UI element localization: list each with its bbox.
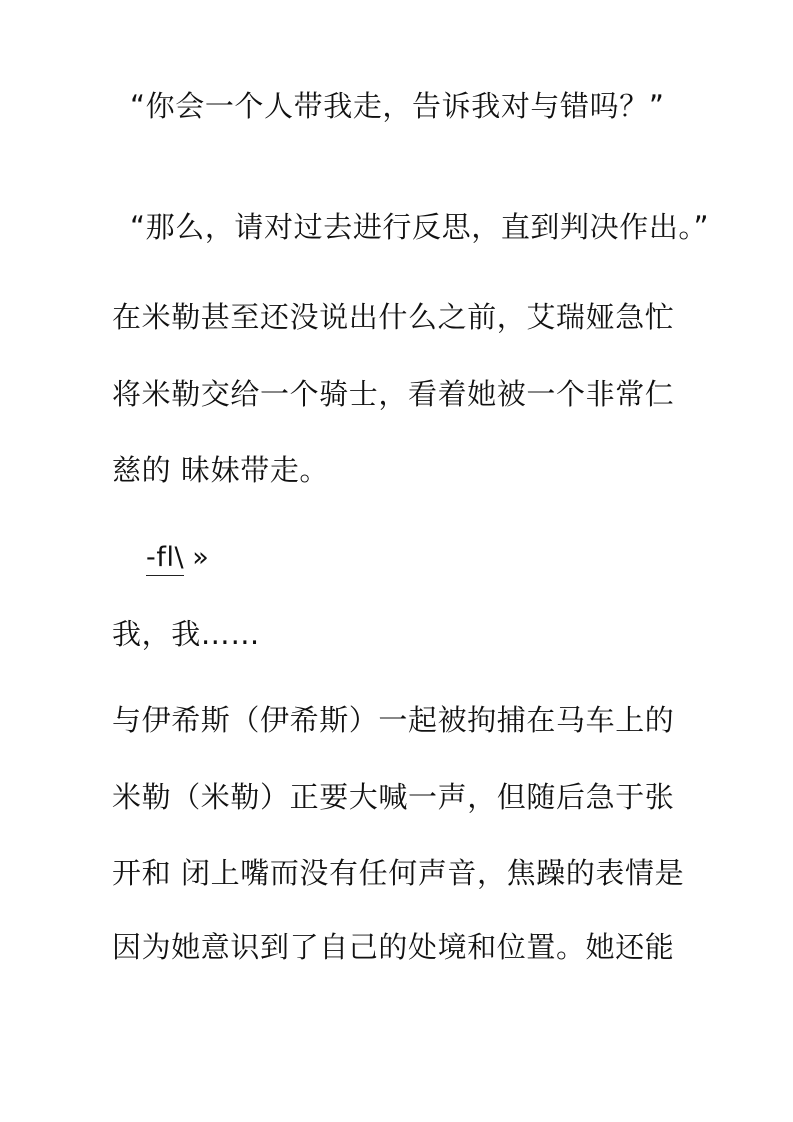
paragraph-2-line-2: 米勒（米勒）正要大喊一声，但随后急于张 (112, 780, 675, 814)
paragraph-2-line-4: 因为她意识到了自己的处境和位置。她还能 (112, 930, 675, 964)
garbled-fragment (146, 536, 209, 578)
paragraph-2-line-3: 开和 闭上嘴而没有任何声音，焦躁的表情是 (112, 856, 685, 890)
garbled-fragment-underlined: -fl\ (146, 543, 184, 576)
paragraph-1-line-3: 慈的 昧妹带走。 (112, 453, 330, 487)
paragraph-1-line-2: 将米勒交给一个骑士，看着她被一个非常仁 (112, 377, 675, 411)
paragraph-1-line-1: 在米勒甚至还没说出什么之前，艾瑞娅急忙 (112, 300, 675, 334)
dialogue-line-2: “那么，请对过去进行反思，直到判决作出。” (130, 210, 710, 244)
stammer-line: 我，我…… (112, 617, 261, 651)
garbled-fragment-rest: » (192, 542, 210, 573)
dialogue-line-1: “你会一个人带我走，告诉我对与错吗？” (130, 89, 665, 123)
paragraph-2-line-1: 与伊希斯（伊希斯）一起被拘捕在马车上的 (112, 703, 675, 737)
